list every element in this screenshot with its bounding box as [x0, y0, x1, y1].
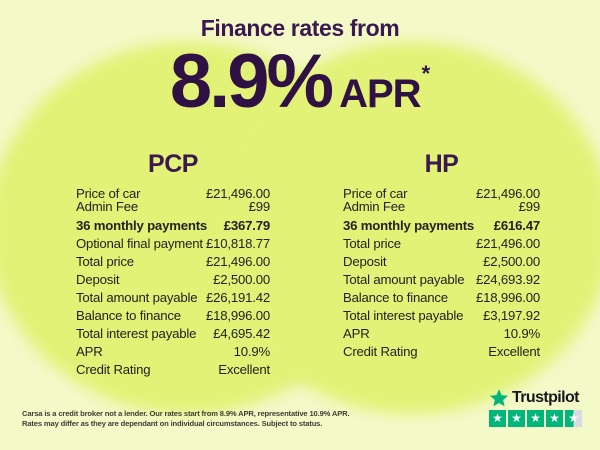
row-label: Balance to finance	[76, 308, 181, 323]
page-title: Finance rates from	[200, 15, 400, 41]
hp-column-title: HP	[424, 150, 459, 178]
row-value: 10.9%	[233, 344, 270, 359]
trustpilot-logo-row	[489, 387, 589, 408]
row-value: £21,496.00	[475, 236, 540, 251]
disclaimer-line-1: Carsa is a credit broker not a lender. Our rates start from 8.9% APR, representative 10.9% APR.	[22, 409, 350, 418]
table-row	[76, 309, 270, 322]
table-row	[343, 273, 540, 286]
row-label: Credit Rating	[343, 344, 418, 359]
row-value: £4,695.42	[213, 326, 270, 341]
row-label: Optional final payment	[76, 236, 203, 251]
table-row	[76, 327, 270, 340]
row-value: £99	[518, 198, 540, 214]
row-label: Admin Fee	[76, 198, 138, 214]
row-value: £18,996.00	[205, 308, 270, 323]
row-value: £2,500.00	[483, 254, 540, 269]
table-row	[76, 273, 270, 286]
pcp-column-title: PCP	[148, 150, 198, 178]
rate-asterisk: *	[421, 61, 431, 86]
trustpilot-star-icon	[489, 388, 509, 408]
row-value: £99	[248, 198, 270, 214]
row-label: Price of car	[76, 186, 141, 201]
row-label: Admin Fee	[343, 198, 405, 214]
table-row	[343, 237, 540, 250]
disclaimer-text	[22, 409, 352, 429]
table-row	[76, 237, 270, 250]
pcp-table	[76, 187, 270, 376]
table-row	[343, 219, 540, 232]
table-row	[76, 255, 270, 268]
disclaimer-line-2: Rates may differ as they are dependant on individual circumstances. Subject to status.	[22, 419, 323, 428]
table-row	[343, 327, 540, 340]
row-label: Total amount payable	[343, 272, 465, 287]
table-row	[76, 363, 270, 376]
row-label: Price of car	[343, 186, 408, 201]
table-row	[76, 200, 270, 213]
row-value: £616.47	[493, 218, 540, 233]
table-row	[343, 200, 540, 213]
rate-value: 8.9%	[169, 39, 332, 124]
row-value: £26,191.42	[205, 290, 270, 305]
row-label: APR	[343, 326, 370, 341]
trustpilot-wordmark: Trustpilot	[512, 388, 579, 406]
trustpilot-star-4: ★	[546, 410, 563, 427]
rate-apr-label: APR	[339, 72, 421, 116]
table-row	[76, 291, 270, 304]
row-value: £367.79	[223, 218, 270, 233]
trustpilot-star-1: ★	[489, 410, 506, 427]
row-value: Excellent	[488, 344, 540, 359]
row-label: Deposit	[343, 254, 387, 269]
trustpilot-star-5: ★	[565, 410, 582, 427]
pcp-column	[76, 150, 270, 376]
row-label: Balance to finance	[343, 290, 448, 305]
row-label: Total amount payable	[76, 290, 198, 305]
table-row	[343, 345, 540, 358]
row-value: £21,496.00	[205, 254, 270, 269]
table-row	[76, 345, 270, 358]
table-row	[343, 309, 540, 322]
row-label: Deposit	[76, 272, 120, 287]
row-label: 36 monthly payments	[343, 218, 475, 233]
table-row	[343, 291, 540, 304]
row-label: Total interest payable	[343, 308, 464, 323]
row-label: APR	[76, 344, 103, 359]
row-value: £21,496.00	[205, 186, 270, 201]
row-value: £3,197.92	[483, 308, 540, 323]
row-value: £24,693.92	[475, 272, 540, 287]
hp-table	[343, 187, 540, 358]
trustpilot-star-2: ★	[508, 410, 525, 427]
row-label: 36 monthly payments	[76, 218, 208, 233]
row-label: Total price	[76, 254, 134, 269]
row-label: Total price	[343, 236, 401, 251]
row-value: Excellent	[218, 362, 270, 377]
row-value: £18,996.00	[475, 290, 540, 305]
trustpilot-badge	[489, 387, 589, 427]
row-label: Credit Rating	[76, 362, 151, 377]
row-value: £10,818.77	[205, 236, 270, 251]
hp-column	[343, 150, 540, 358]
trustpilot-rating-stars	[489, 410, 589, 427]
row-value: £2,500.00	[213, 272, 270, 287]
row-value: £21,496.00	[475, 186, 540, 201]
row-value: 10.9%	[503, 326, 540, 341]
headline-rate	[0, 39, 600, 124]
table-row	[76, 219, 270, 232]
row-label: Total interest payable	[76, 326, 197, 341]
trustpilot-star-3: ★	[527, 410, 544, 427]
table-row	[343, 255, 540, 268]
